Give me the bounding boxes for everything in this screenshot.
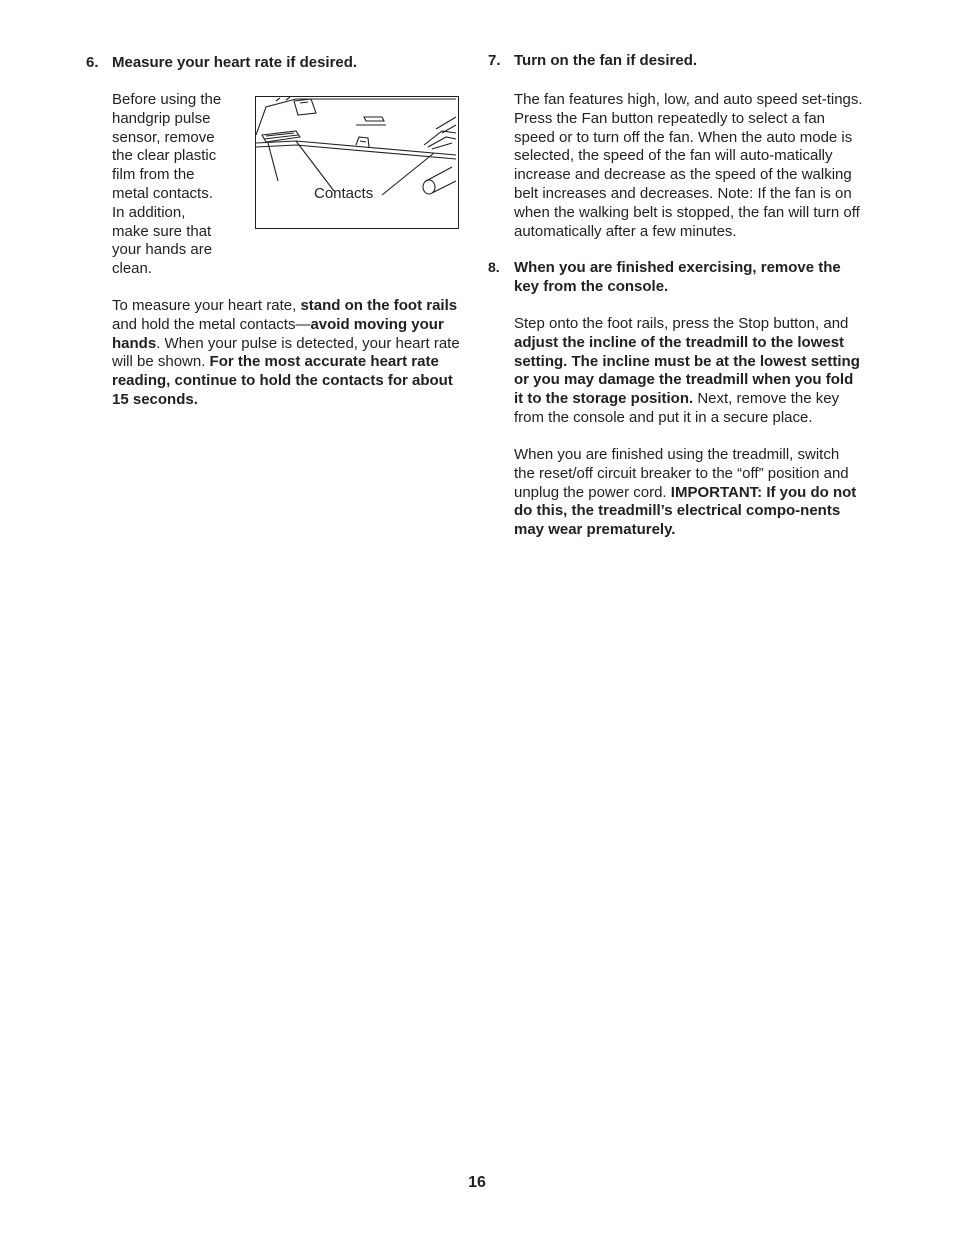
intro-line: your hands are [112,241,213,259]
intro-line: metal contacts. [112,184,213,202]
step-6-paragraph-2 [112,297,466,410]
page-number: 16 [468,1174,486,1191]
step-8-heading: When you are finished exercising, remove the key from the console. [514,259,841,295]
step-6-number: 6. [86,54,99,71]
treadmill-console-illustration [256,97,457,227]
intro-line: film from the [112,166,195,184]
text: When you are finished using the treadmill, switch the reset/off circuit breaker to the “off” position and unplug the power cord. [514,446,849,501]
step-7-number: 7. [488,52,501,69]
bold-text: adjust the incline of the treadmill to the lowest setting. The incline must be at the lowest setting or you may damage the treadmill when you fold it to the storage position. [514,333,860,408]
intro-line: handgrip pulse [112,109,211,127]
intro-line: In addition, [112,203,186,221]
step-6-heading: Measure your heart rate if desired. [112,54,358,71]
step-8-number: 8. [488,259,500,275]
step-6-intro [112,91,252,279]
intro-line: the clear plastic [112,147,217,165]
bold-text: For the most accurate heart rate reading, continue to hold the contacts for about 15 seconds. [112,353,453,408]
intro-line: make sure that [112,222,212,240]
intro-line: Before using the [112,91,222,108]
text: Step onto the foot rails, press the Stop button, and [514,315,849,332]
bold-text: avoid moving your hands [112,315,444,352]
step-7-body [514,91,864,241]
handgrip-contacts-figure [255,96,459,229]
text: To measure your heart rate, [112,297,301,314]
intro-line: clean. [112,260,153,278]
text: Next, remove the key from the console and put it in a secure place. [514,390,840,426]
step-8-paragraph-1 [514,315,864,428]
text: and hold the metal contacts— [112,315,311,333]
contacts-callout-label: Contacts [314,185,374,202]
bold-text: stand on the foot rails [300,297,458,314]
text: . When your pulse is detected, your heart rate will be shown. [112,334,460,371]
step-8-paragraph-2 [514,446,864,540]
bold-text: IMPORTANT: If you do not do this, the treadmill’s electrical compo-nents may wear prematurely. [514,483,857,539]
intro-line: sensor, remove [112,128,215,146]
fan-paragraph: The fan features high, low, and auto speed set-tings. Press the Fan button repeatedly to select a fan speed or to turn off the fan. When the auto mode is selected, the speed of the fan will auto-matically increase and decrease as the speed of the walking belt increases and decreases. Note: If the fan is on when the walking belt is stopped, the fan will turn off automatically after a few minutes. [514,91,863,240]
step-7-heading: Turn on the fan if desired. [514,52,698,69]
